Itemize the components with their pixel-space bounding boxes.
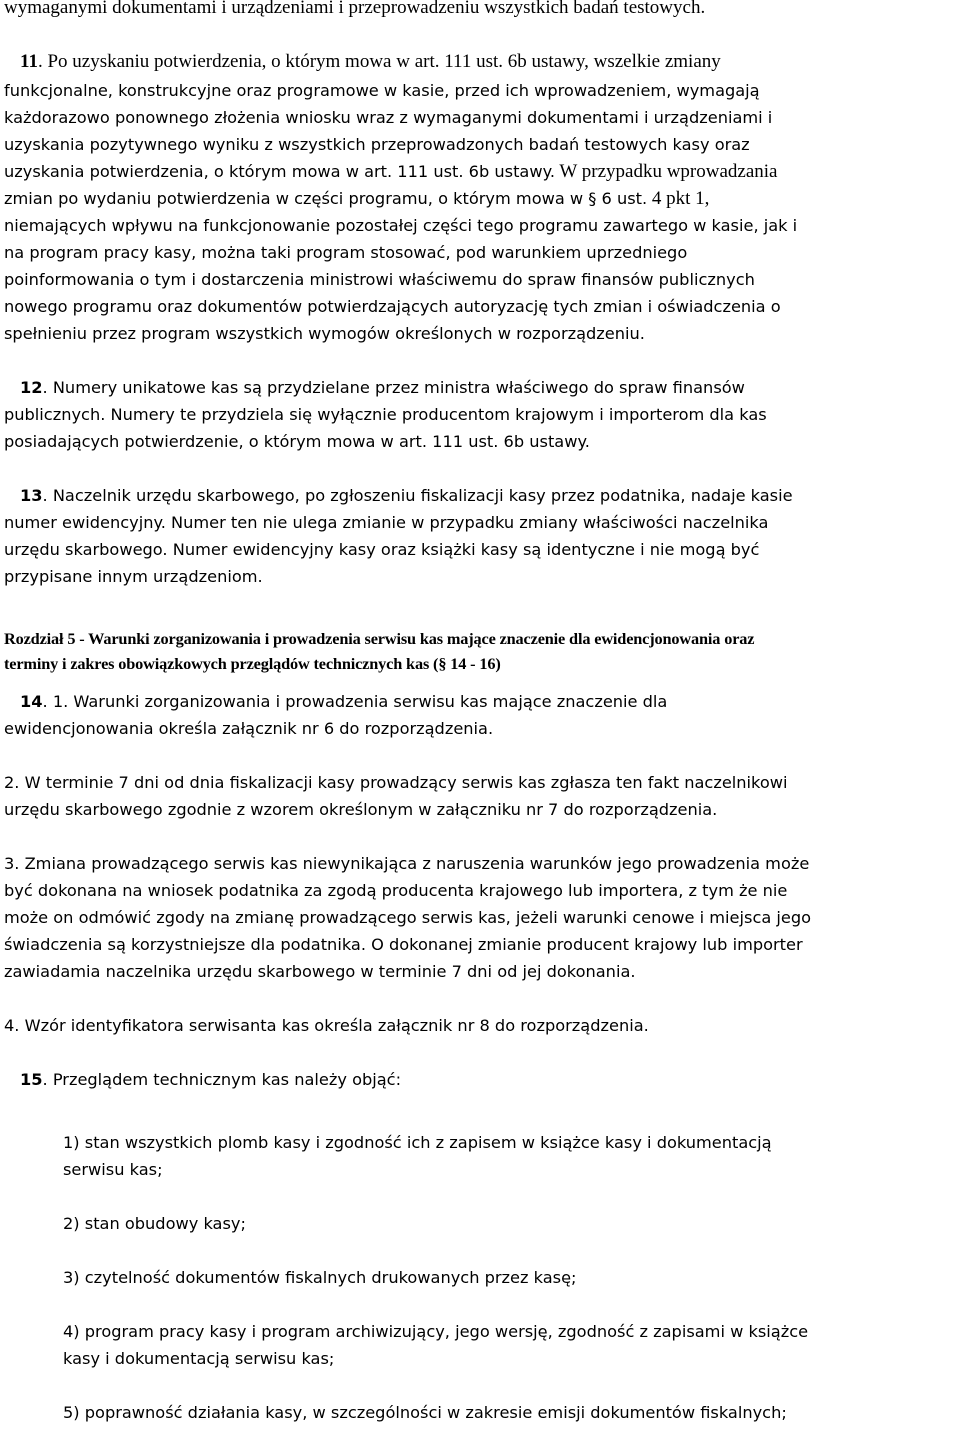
section-15-number: 15 <box>20 1070 43 1089</box>
section-14-line-2: ewidencjonowania określa załącznik nr 6 do rozporządzenia. <box>4 719 494 738</box>
section-13-line-1: 13. Naczelnik urzędu skarbowego, po zgłoszeniu fiskalizacji kasy przez podatnika, nadaje kasie <box>20 486 793 505</box>
section-12-number: 12 <box>20 378 43 397</box>
list-item-1-line-1: 1) stan wszystkich plomb kasy i zgodność ich z zapisem w książce kasy i dokumentacją <box>63 1133 772 1152</box>
chapter-heading-line-2: terminy i zakres obowiązkowych przeglądów technicznych kas (§ 14 - 16) <box>4 654 501 673</box>
section-14-para-4-line-1: 4. Wzór identyfikatora serwisanta kas określa załącznik nr 8 do rozporządzenia. <box>4 1016 649 1035</box>
section-14-para-3-line-1: 3. Zmiana prowadzącego serwis kas niewynikająca z naruszenia warunków jego prowadzenia może <box>4 854 810 873</box>
section-11-line-8: na program pracy kasy, można taki program stosować, pod warunkiem uprzedniego <box>4 243 688 262</box>
list-item-3: 3) czytelność dokumentów fiskalnych drukowanych przez kasę; <box>63 1268 577 1287</box>
section-14-para-3-line-2: być dokonana na wniosek podatnika za zgodą producenta krajowego lub importera, z tym że nie <box>4 881 788 900</box>
section-11-number: 11 <box>20 51 38 72</box>
section-12-line-1: 12. Numery unikatowe kas są przydzielane przez ministra właściwego do spraw finansów <box>20 378 745 397</box>
section-11-line-1: 11. Po uzyskaniu potwierdzenia, o którym mowa w art. 111 ust. 6b ustawy, wszelkie zmiany <box>20 51 721 72</box>
section-14-para-2-line-2: urzędu skarbowego zgodnie z wzorem określonym w załączniku nr 7 do rozporządzenia. <box>4 800 718 819</box>
section-13-line-4: przypisane innym urządzeniom. <box>4 567 263 586</box>
list-item-4-line-2: kasy i dokumentacją serwisu kas; <box>63 1349 335 1368</box>
section-11-line-4: uzyskania pozytywnego wyniku z wszystkich przeprowadzonych badań testowych kasy oraz <box>4 135 750 154</box>
section-11-line-11: spełnieniu przez program wszystkich wymogów określonych w rozporządzeniu. <box>4 324 645 343</box>
list-item-1-line-2: serwisu kas; <box>63 1160 163 1179</box>
list-item-4-line-1: 4) program pracy kasy i program archiwizujący, jego wersję, zgodność z zapisami w książce <box>63 1322 809 1341</box>
section-14-para-2-line-1: 2. W terminie 7 dni od dnia fiskalizacji kasy prowadzący serwis kas zgłasza ten fakt naczelnikowi <box>4 773 788 792</box>
section-13-line-2: numer ewidencyjny. Numer ten nie ulega zmianie w przypadku zmiany właściwości naczelnika <box>4 513 769 532</box>
section-14-line-1: 14. 1. Warunki zorganizowania i prowadzenia serwisu kas mające znaczenie dla <box>20 692 668 711</box>
section-11-line-10: nowego programu oraz dokumentów potwierdzających autoryzację tych zmian i oświadczenia o <box>4 297 781 316</box>
section-15-intro: 15. Przeglądem technicznym kas należy objąć: <box>20 1070 402 1089</box>
section-11-line-2: funkcjonalne, konstrukcyjne oraz programowe w kasie, przed ich wprowadzeniem, wymagają <box>4 81 760 100</box>
section-11-line-6: zmian po wydaniu potwierdzenia w części programu, o którym mowa w § 6 ust. 4 pkt 1, <box>4 188 710 209</box>
section-11-line-9: poinformowania o tym i dostarczenia ministrowi właściwemu do spraw finansów publicznych <box>4 270 755 289</box>
list-item-5: 5) poprawność działania kasy, w szczególności w zakresie emisji dokumentów fiskalnych; <box>63 1403 787 1422</box>
section-14-para-3-line-5: zawiadamia naczelnika urzędu skarbowego w terminie 7 dni od jej dokonania. <box>4 962 636 981</box>
section-14-para-3-line-4: świadczenia są korzystniejsze dla podatnika. O dokonanej zmianie producent krajowy lub importer <box>4 935 803 954</box>
section-11-line-5: uzyskania potwierdzenia, o którym mowa w art. 111 ust. 6b ustawy. W przypadku wprowadzania <box>4 161 778 182</box>
section-12-line-2: publicznych. Numery te przydziela się wyłącznie producentom krajowym i importerom dla kas <box>4 405 767 424</box>
section-11-line-7: niemających wpływu na funkcjonowanie pozostałej części tego programu zawartego w kasie, jak i <box>4 216 798 235</box>
section-14-number: 14 <box>20 692 43 711</box>
section-13-number: 13 <box>20 486 43 505</box>
section-12-line-3: posiadających potwierdzenie, o którym mowa w art. 111 ust. 6b ustawy. <box>4 432 590 451</box>
list-item-2: 2) stan obudowy kasy; <box>63 1214 246 1233</box>
section-11-line-3: każdorazowo ponownego złożenia wniosku wraz z wymaganymi dokumentami i urządzeniami i <box>4 108 773 127</box>
section-13-line-3: urzędu skarbowego. Numer ewidencyjny kasy oraz książki kasy są identyczne i nie mogą być <box>4 540 760 559</box>
paragraph-continuation-line: wymaganymi dokumentami i urządzeniami i przeprowadzeniu wszystkich badań testowych. <box>4 0 706 18</box>
section-14-para-3-line-3: może on odmówić zgody na zmianę prowadzącego serwis kas, jeżeli warunki cenowe i miejsca jego <box>4 908 812 927</box>
chapter-heading-line-1: Rozdział 5 - Warunki zorganizowania i prowadzenia serwisu kas mające znaczenie dla ewidencjonowania oraz <box>4 629 755 648</box>
